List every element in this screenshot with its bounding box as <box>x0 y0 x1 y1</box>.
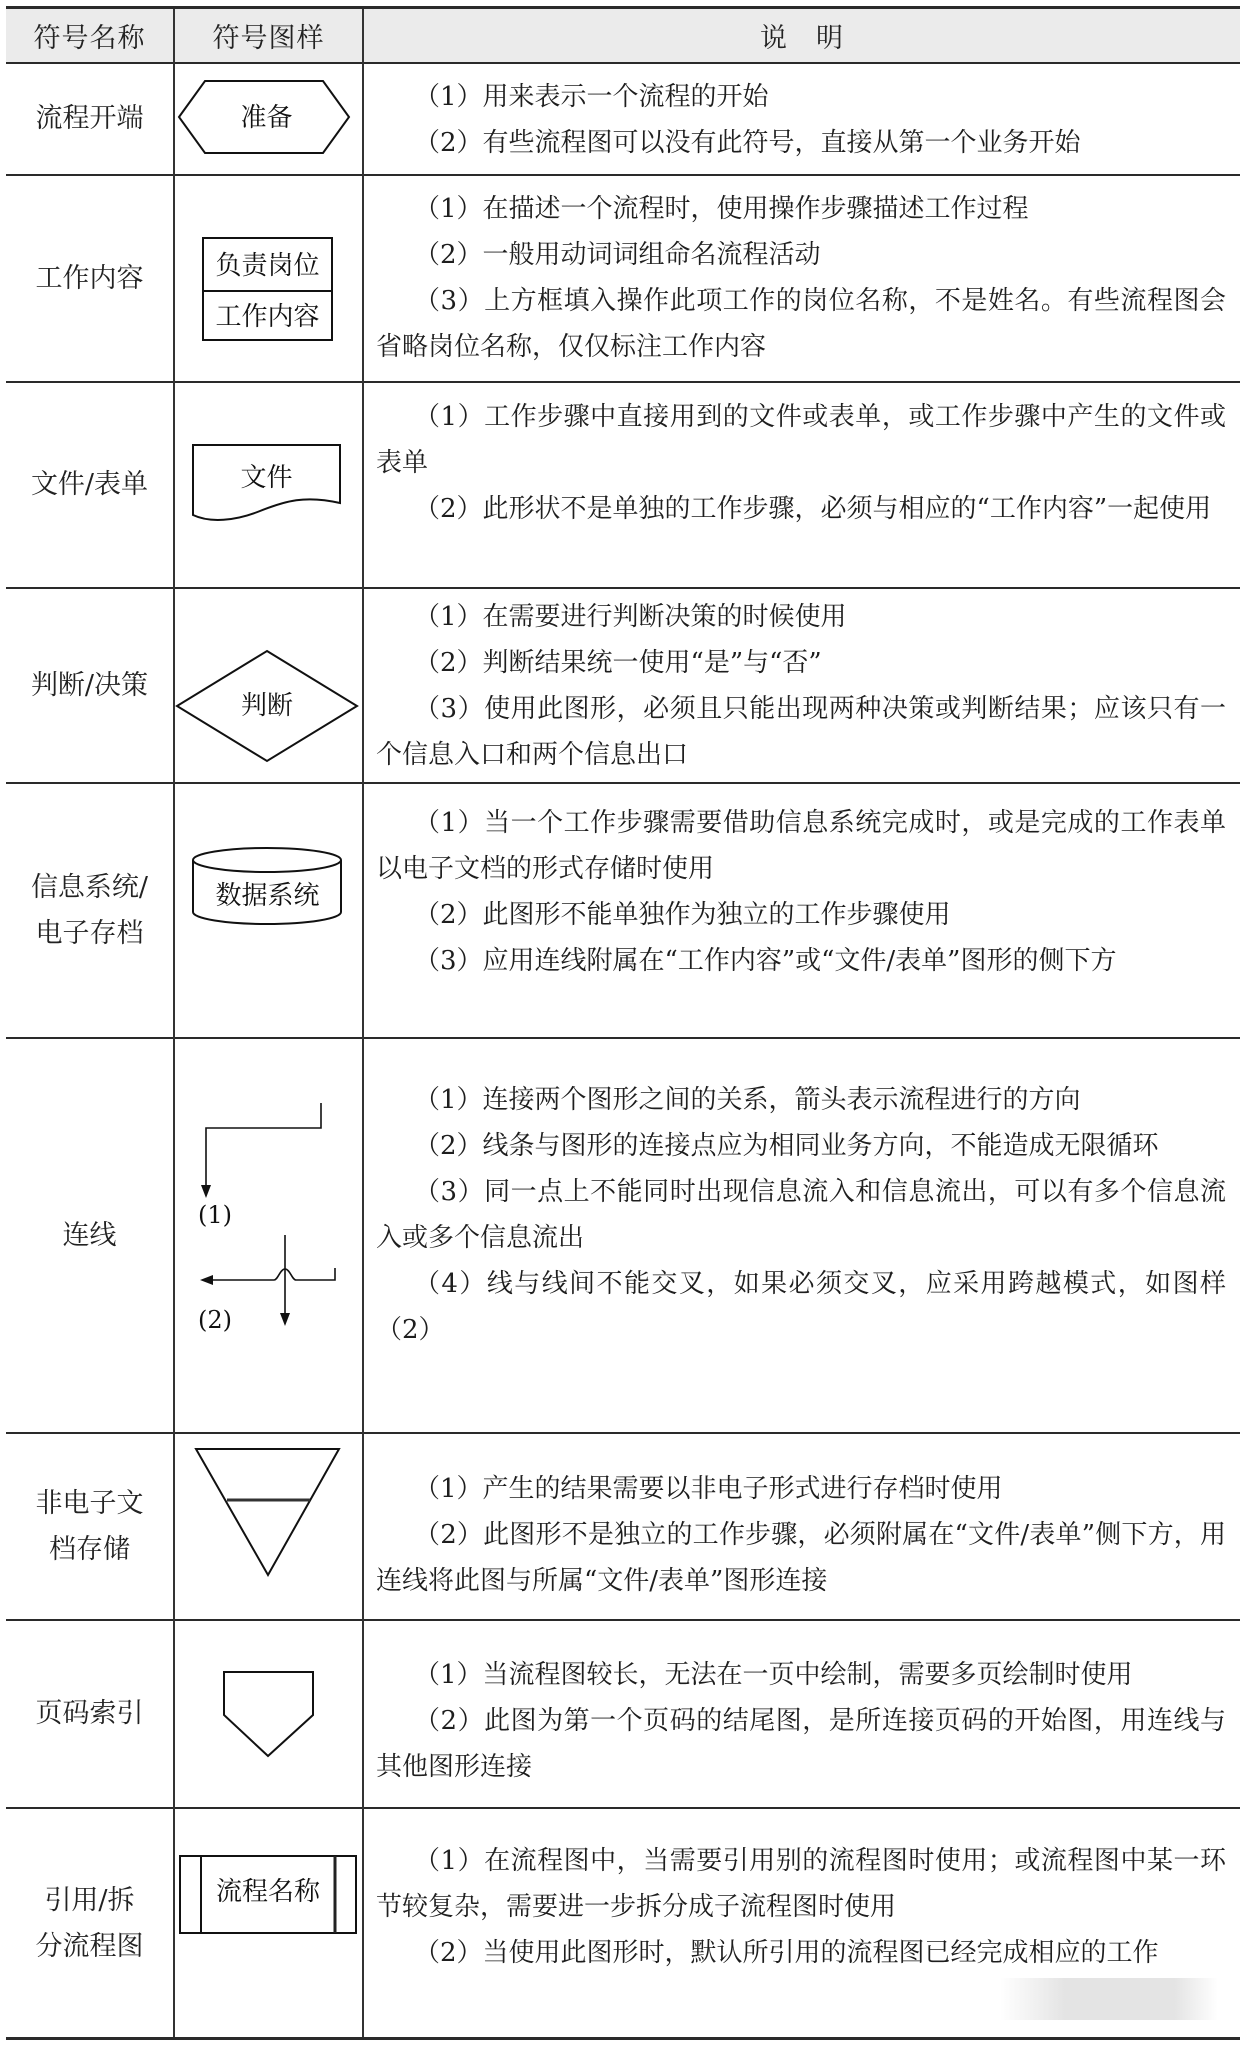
description-item: （1）在流程图中，当需要引用别的流程图时使用；或流程图中某一环节较复杂，需要进一步拆分成子流程图时使用 <box>376 1846 1226 1922</box>
diamond-label: 判断 <box>240 691 293 721</box>
description-item: （2）判断结果统一使用“是”与“否” <box>414 648 822 678</box>
header-symbol-sample: 符号图样 <box>212 23 325 54</box>
description-page-index <box>376 1652 1226 1790</box>
description-item: （2）此图为第一个页码的结尾图，是所连接页码的开始图，用连线与其他图形连接 <box>376 1706 1226 1782</box>
description-item: （3）同一点上不能同时出现信息流入和信息流出，可以有多个信息流入或多个信息流出 <box>376 1177 1226 1253</box>
description-item: （2）有些流程图可以没有此符号，直接从第一个业务开始 <box>414 128 1081 158</box>
description-subprocess <box>376 1838 1226 1976</box>
connector-lines-icon <box>175 1039 362 1432</box>
row-name-line: 引用/拆 <box>44 1885 135 1916</box>
row-name-flow-start: 流程开端 <box>35 103 144 134</box>
predefined-process-icon <box>175 1809 362 2039</box>
row-name-connector: 连线 <box>62 1219 117 1251</box>
box-label-position: 负责岗位 <box>215 251 320 281</box>
row-name-line: 电子存档 <box>35 917 144 949</box>
description-item: （1）在描述一个流程时，使用操作步骤描述工作过程 <box>414 194 1029 224</box>
inverted-triangle-icon <box>175 1434 362 1619</box>
description-item: （1）在需要进行判断决策的时候使用 <box>414 602 847 632</box>
header-description: 说 明 <box>760 23 844 54</box>
row-name-subprocess <box>6 1809 173 2039</box>
row-name-document: 文件/表单 <box>30 469 149 500</box>
diamond-icon <box>175 589 362 782</box>
hexagon-label: 准备 <box>240 103 293 133</box>
description-item: （3）使用此图形，必须且只能出现两种决策或判断结果；应该只有一个信息入口和两个信息出口 <box>376 694 1226 770</box>
row-name-information-system <box>6 784 173 1037</box>
row-name-line: 分流程图 <box>35 1931 144 1962</box>
header-symbol-name: 符号名称 <box>33 23 146 54</box>
row-name-page-index: 页码索引 <box>35 1698 144 1729</box>
description-flow-start <box>376 74 1226 166</box>
row-name-offline-storage <box>6 1434 173 1619</box>
connector-label-2: (2) <box>198 1306 232 1334</box>
row-name-decision: 判断/决策 <box>30 669 149 701</box>
description-item: （2）线条与图形的连接点应为相同业务方向，不能造成无限循环 <box>414 1131 1159 1161</box>
document-label: 文件 <box>240 463 293 493</box>
description-document <box>376 394 1226 532</box>
row-name-line: 非电子文 <box>35 1487 144 1519</box>
description-item: （4）线与线间不能交叉，如果必须交叉，应采用跨越模式，如图样（2） <box>376 1269 1226 1345</box>
description-item: （2）一般用动词词组命名流程活动 <box>414 240 821 270</box>
description-item: （3）应用连线附属在“工作内容”或“文件/表单”图形的侧下方 <box>414 946 1117 976</box>
description-item: （1）当一个工作步骤需要借助信息系统完成时，或是完成的工作表单以电子文档的形式存储时使用 <box>376 808 1226 884</box>
description-item: （1）用来表示一个流程的开始 <box>414 82 769 112</box>
off-page-connector-icon <box>175 1621 362 1807</box>
cylinder-label: 数据系统 <box>215 881 320 911</box>
box-label-work: 工作内容 <box>215 302 320 332</box>
watermark <box>1000 1978 1218 2020</box>
row-name-line: 档存储 <box>49 1533 130 1565</box>
row-name-work-content: 工作内容 <box>35 262 144 294</box>
connector-label-1: (1) <box>198 1201 232 1229</box>
description-item: （2）此图形不是独立的工作步骤，必须附属在“文件/表单”侧下方，用连线将此图与所属“文件/表单”图形连接 <box>376 1520 1226 1596</box>
column-divider <box>362 9 364 2037</box>
description-item: （2）此图形不能单独作为独立的工作步骤使用 <box>414 900 951 930</box>
subprocess-label: 流程名称 <box>215 1877 320 1907</box>
row-name-line: 信息系统/ <box>30 871 149 903</box>
description-decision <box>376 594 1226 778</box>
description-item: （3）上方框填入操作此项工作的岗位名称，不是姓名。有些流程图会省略岗位名称，仅仅标注工作内容 <box>376 286 1226 362</box>
description-item: （1）连接两个图形之间的关系，箭头表示流程进行的方向 <box>414 1085 1081 1115</box>
description-offline-storage <box>376 1466 1226 1604</box>
description-work-content <box>376 186 1226 370</box>
description-information-system <box>376 800 1226 984</box>
description-item: （1）产生的结果需要以非电子形式进行存档时使用 <box>414 1474 1003 1504</box>
description-item: （2）此形状不是单独的工作步骤，必须与相应的“工作内容”一起使用 <box>414 494 1212 524</box>
description-connector <box>376 1077 1226 1353</box>
description-item: （2）当使用此图形时，默认所引用的流程图已经完成相应的工作 <box>414 1938 1159 1968</box>
description-item: （1）当流程图较长，无法在一页中绘制，需要多页绘制时使用 <box>414 1660 1133 1690</box>
description-item: （1）工作步骤中直接用到的文件或表单，或工作步骤中产生的文件或表单 <box>376 402 1226 478</box>
